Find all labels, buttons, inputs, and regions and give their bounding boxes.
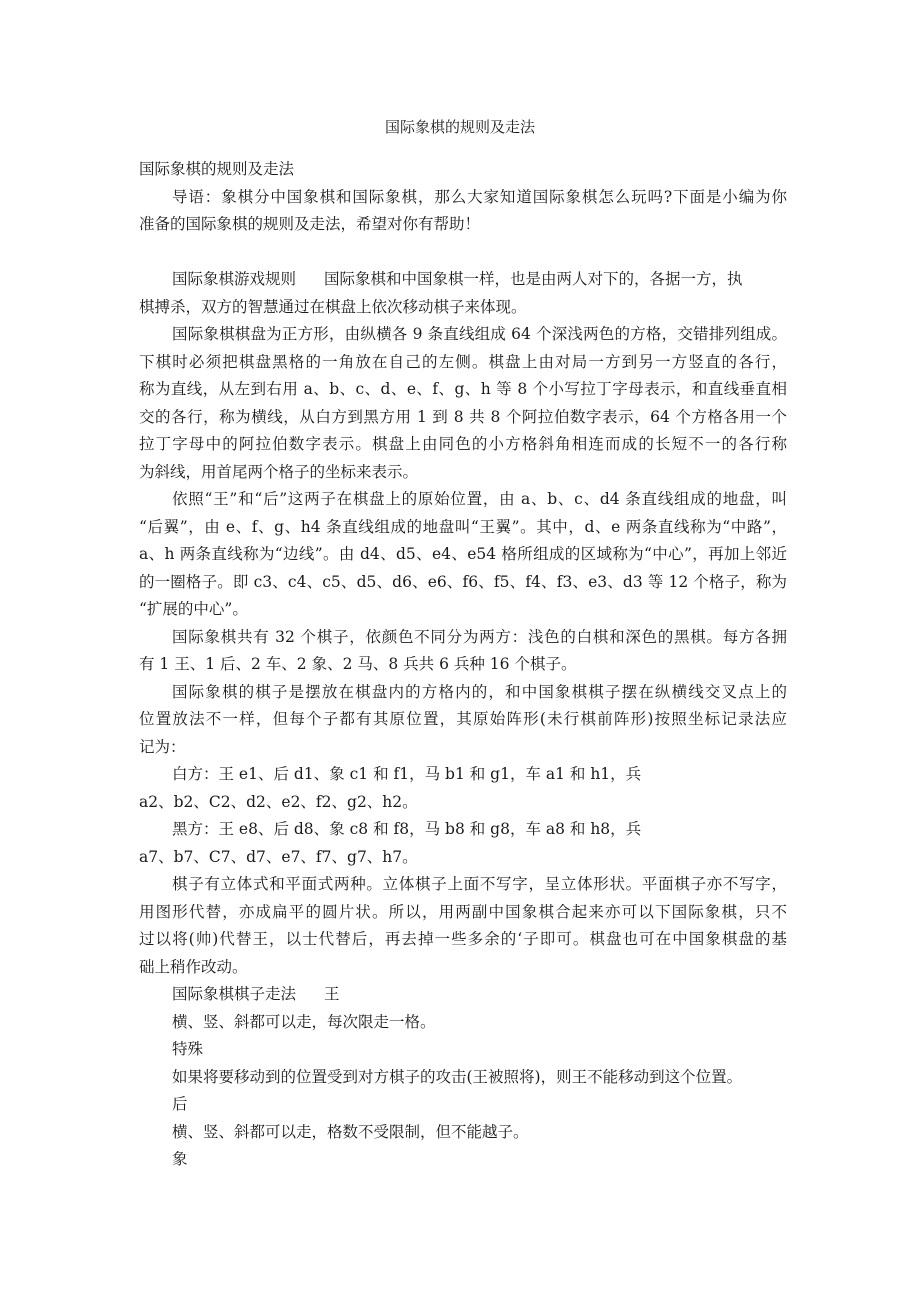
paragraph-line: 象 [172, 1150, 188, 1168]
paragraph-line: 国际象棋的棋子是摆放在棋盘内的方格内的，和中国象棋棋子摆在纵横线交叉点上的 [172, 682, 787, 701]
paragraph-line: 的一圈格子。即 c3、c4、c5、d5、d6、e6、f6、f5、f4、f3、e3、d3 等 12 个格子，称为 [139, 572, 787, 591]
paragraph-line: a2、b2、C2、d2、e2、f2、g2、h2。 [139, 792, 418, 811]
paragraph-line: 如果将要移动到的位置受到对方棋子的攻击(王被照将)，则王不能移动到这个位置。 [172, 1067, 743, 1086]
paragraph-line: 用图形代替，亦成扁平的圆片状。所以，用两副中国象棋合起来亦可以下国际象棋，只不 [139, 902, 787, 921]
blank-line [139, 239, 787, 267]
paragraph-line: 准备的国际象棋的规则及走法，希望对你有帮助！ [139, 215, 481, 233]
paragraph-line: 白方：王 e1、后 d1、象 c1 和 f1，马 b1 和 g1，车 a1 和 h1，兵 [172, 765, 642, 783]
section-heading: 国际象棋的规则及走法 [139, 160, 295, 178]
paragraph-line [139, 266, 787, 294]
paragraph-line: 称为直线，从左到右用 a、b、c、d、e、f、g、h 等 8 个小写拉丁字母表示，和直线垂直相 [139, 380, 787, 398]
paragraph-line: 交的各行，称为横线，从白方到黑方用 1 到 8 共 8 个阿拉伯数字表示，64 个方格各用一个 [139, 407, 787, 426]
paragraph-line: 黑方：王 e8、后 d8、象 c8 和 f8，马 b8 和 g8，车 a8 和 h8，兵 [172, 820, 642, 838]
inline-heading: 国际象棋棋子走法 [172, 985, 297, 1003]
paragraph-line: 拉丁字母中的阿拉伯数字表示。棋盘上由同色的小方格斜角相连而成的长短不一的各行称 [139, 435, 787, 453]
paragraph-line: 国际象棋棋盘为正方形，由纵横各 9 条直线组成 64 个深浅两色的方格，交错排列组成。 [172, 325, 787, 343]
paragraph-line: 有 1 王、1 后、2 车、2 象、2 马、8 兵共 6 兵种 16 个棋子。 [139, 655, 577, 673]
inline-text: 国际象棋和中国象棋一样，也是由两人对下的，各据一方，执 [324, 270, 743, 288]
paragraph-line: a7、b7、C7、d7、e7、f7、g7、h7。 [139, 847, 418, 866]
paragraph-line: “扩展的中心”。 [139, 600, 248, 618]
paragraph-line: 过以将(帅)代替王，以士代替后，再去掉一些多余的‘子即可。棋盘也可在中国象棋盘的基 [139, 930, 787, 948]
paragraph-line: 依照“王”和“后”这两子在棋盘上的原始位置，由 a、b、c、d4 条直线组成的地盘，叫 [172, 490, 787, 508]
paragraph-line: 础上稍作改动。 [139, 957, 248, 976]
paragraph-line: 位置放法不一样，但每个子都有其原位置，其原始阵形(未行棋前阵形)按照坐标记录法应 [139, 710, 787, 728]
paragraph-line: 后 [172, 1095, 188, 1113]
paragraph-line: 棋子有立体式和平面式两种。立体棋子上面不写字，呈立体形状。平面棋子亦不写字， [172, 875, 787, 893]
inline-text: 王 [324, 985, 340, 1003]
paragraph-line: 记为： [139, 737, 186, 756]
paragraph-line: 横、竖、斜都可以走，每次限走一格。 [172, 1012, 436, 1031]
paragraph-line: 下棋时必须把棋盘黑格的一角放在自己的左侧。棋盘上由对局一方到另一方竖直的各行， [139, 352, 787, 371]
paragraph-line: “后翼”，由 e、f、g、h4 条直线组成的地盘叫“王翼”。其中，d、e 两条直线称为“中路”， [139, 517, 787, 536]
paragraph-line: 导语：象棋分中国象棋和国际象棋，那么大家知道国际象棋怎么玩吗?下面是小编为你 [172, 187, 787, 206]
document-title: 国际象棋的规则及走法 [384, 118, 535, 136]
paragraph-line: a、h 两条直线称为“边线”。由 d4、d5、e4、e54 格所组成的区域称为“中心”，再加上邻近 [139, 545, 787, 563]
paragraph-line: 特殊 [172, 1040, 204, 1058]
paragraph-line [139, 981, 787, 1009]
paragraph-line: 国际象棋共有 32 个棋子，依颜色不同分为两方：浅色的白棋和深色的黑棋。每方各拥 [172, 627, 787, 646]
paragraph-line: 棋搏杀，双方的智慧通过在棋盘上依次移动棋子来体现。 [139, 297, 527, 316]
inline-heading: 国际象棋游戏规则 [172, 270, 297, 288]
paragraph-line: 横、竖、斜都可以走，格数不受限制，但不能越子。 [172, 1122, 529, 1141]
paragraph-line: 为斜线，用首尾两个格子的坐标来表示。 [139, 462, 419, 481]
document-body [139, 156, 787, 1174]
